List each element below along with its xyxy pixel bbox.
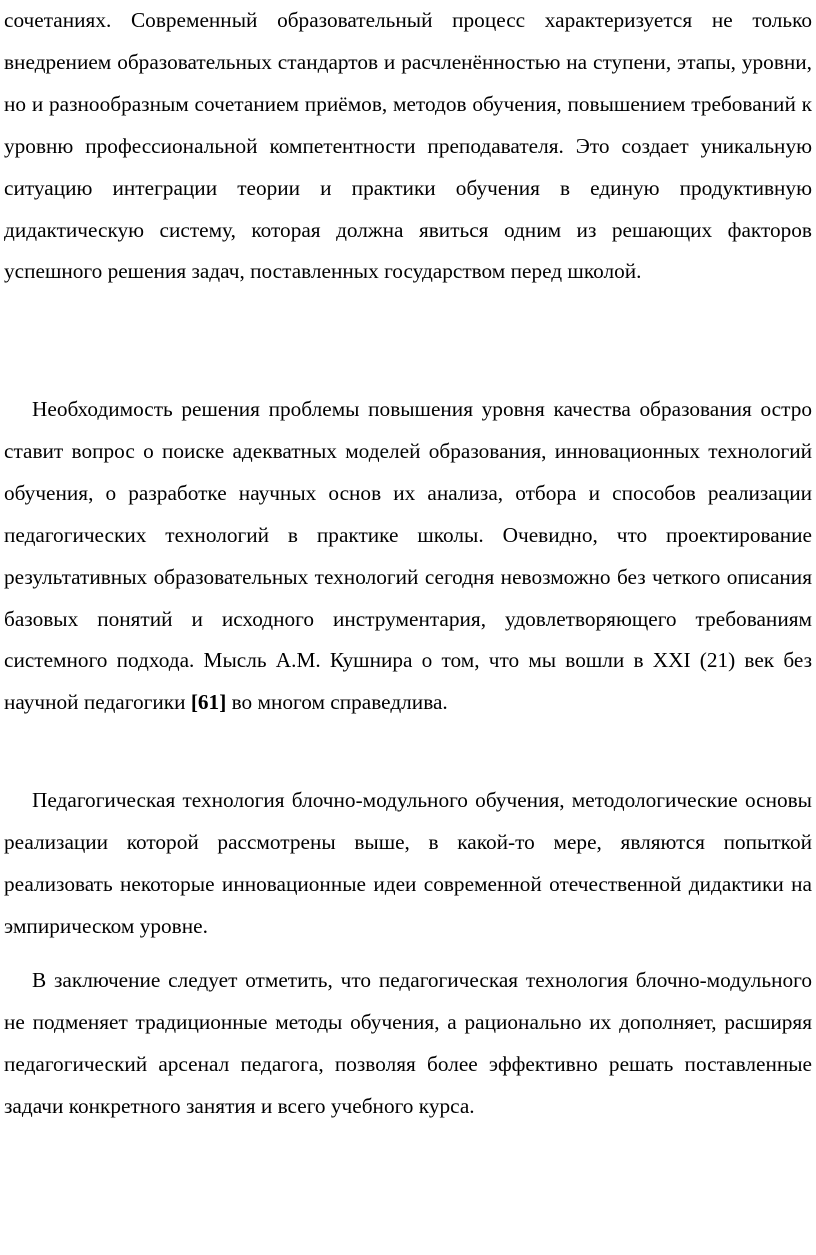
citation-reference: [61] bbox=[190, 690, 227, 715]
paragraph-problem-statement bbox=[4, 389, 812, 724]
paragraph-text: Необходимость решения проблемы повышения уровня качества образования остро ставит вопрос о поиске адекватных моделей образования, инновационных технологий обучения, о разработке научных основ их анализа, отбора и способов реализации педагогических технологий в практике школы. Очевидно, что проектирование результативных образовательных технологий сегодня невозможно без четкого описания базовых понятий и исходного инструментария, удовлетворяющего требованиям системного подхода. Мысль А.М. Кушнира о том, что мы вошли в XXI (21) век без научной педагогики bbox=[4, 397, 812, 715]
paragraph-text-end: во многом справедлива. bbox=[231, 690, 448, 715]
paragraph-technology: Педагогическая технология блочно-модульного обучения, методологические основы реализации которой рассмотрены выше, в какой-то мере, являются попыткой реализовать некоторые инновационные идеи современной отечественной дидактики на эмпирическом уровне. bbox=[4, 788, 812, 938]
paragraph-continuation: сочетаниях. Современный образовательный процесс характеризуется не только внедрением образовательных стандартов и расчленённостью на ступени, этапы, уровни, но и разнообразным сочетанием приёмов, методов обучения, повышением требований к уровню профессиональной компетентности преподавателя. Это создает уникальную ситуацию интеграции теории и практики обучения в единую продуктивную дидактическую систему, которая должна явиться одним из решающих факторов успешного решения задач, поставленных государством перед школой. bbox=[4, 8, 812, 284]
paragraph-conclusion: В заключение следует отметить, что педагогическая технология блочно-модульного не подменяет традиционные методы обучения, а рационально их дополняет, расширяя педагогический арсенал педагога, позволяя более эффективно решать поставленные задачи конкретного занятия и всего учебного курса. bbox=[4, 968, 812, 1118]
